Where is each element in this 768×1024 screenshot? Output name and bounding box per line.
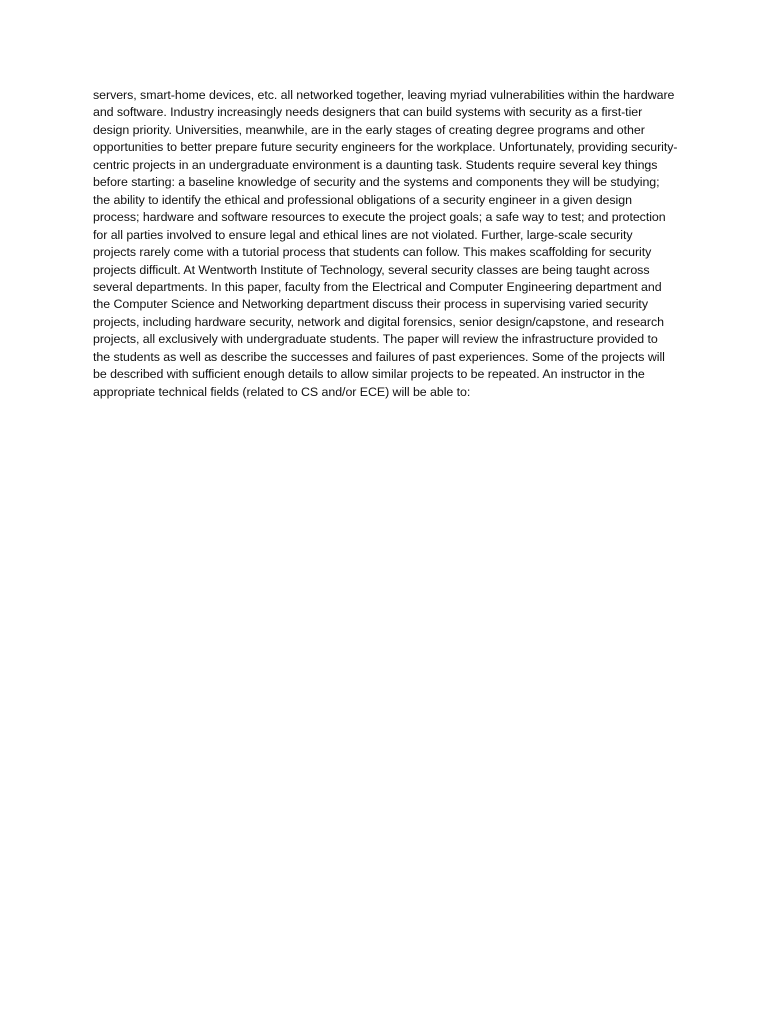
body-paragraph: servers, smart-home devices, etc. all networked together, leaving myriad vulnerabilities within the hardware and software. Industry increasingly needs designers that can build systems with security as a first-tier design priority. Universities, meanwhile, are in the early stages of creating degree programs and other opportunities to better prepare future security engineers for the workplace. Unfortunately, providing security-centric projects in an undergraduate environment is a daunting task. Students require several key things before starting: a baseline knowledge of security and the systems and components they will be studying; the ability to identify the ethical and professional obligations of a security engineer in a given design process; hardware and software resources to execute the project goals; a safe way to test; and protection for all parties involved to ensure legal and ethical lines are not violated. Further, large-scale security projects rarely come with a tutorial process that students can follow. This makes scaffolding for security projects difficult. At Wentworth Institute of Technology, several security classes are being taught across several departments. In this paper, faculty from the Electrical and Computer Engineering department and the Computer Science and Networking department discuss their process in supervising varied security projects, including hardware security, network and digital forensics, senior design/capstone, and research projects, all exclusively with undergraduate students. The paper will review the infrastructure provided to the students as well as describe the successes and failures of past experiences. Some of the projects will be described with sufficient enough details to allow similar projects to be repeated. An instructor in the appropriate technical fields (related to CS and/or ECE) will be able to:: [93, 88, 678, 399]
